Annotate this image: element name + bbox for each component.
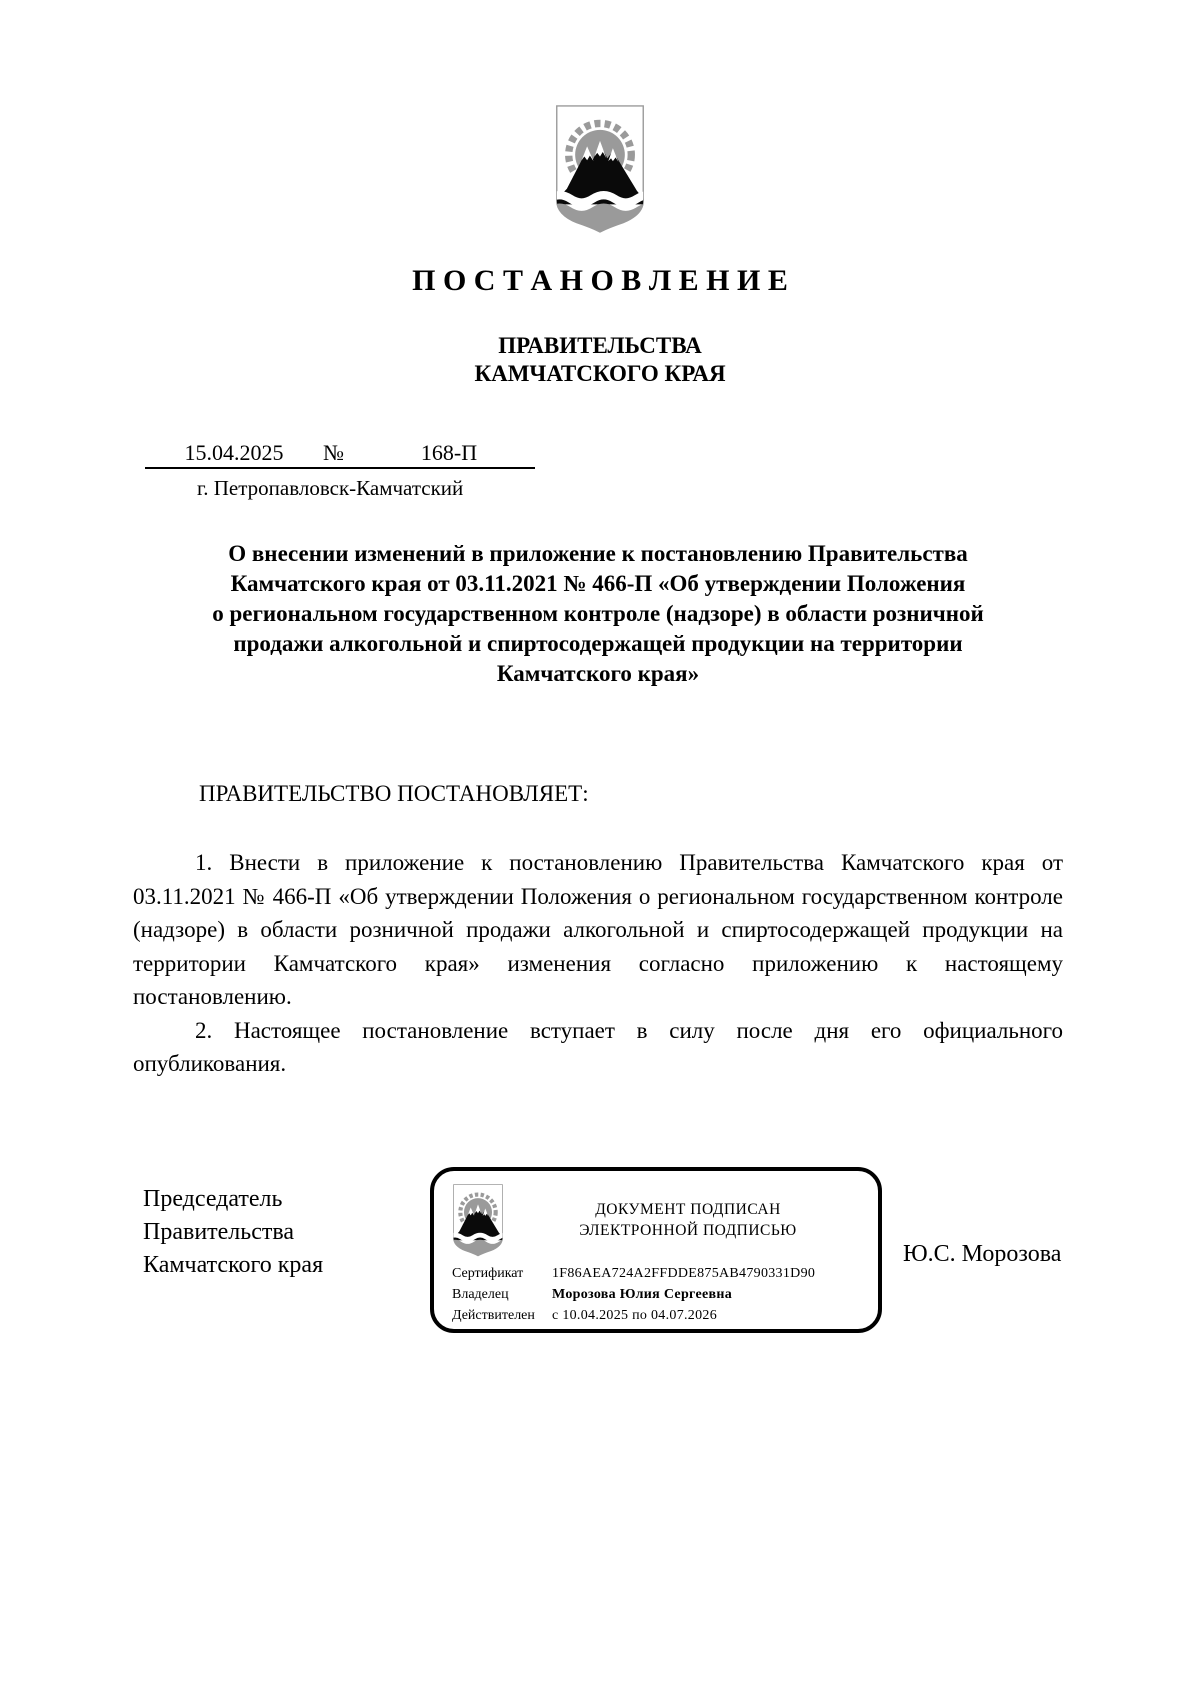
signer-position-line: Правительства bbox=[143, 1219, 295, 1245]
stamp-header bbox=[452, 1183, 860, 1257]
authority-line-1: ПРАВИТЕЛЬСТВА bbox=[498, 333, 702, 358]
date-number-line bbox=[145, 440, 535, 469]
issue-city: г. Петропавловск-Камчатский bbox=[197, 476, 464, 500]
body-paragraph-1: 1. Внести в приложение к постановлению Правительства Камчатского края от 03.11.2021 № 466-П «Об утверждении Положения о региональном государственном контроле (надзоре) в области розничной продажи алкогольной и спиртосодержащей продукции на территории Камчатского края» изменения согласно приложению к настоящему постановлению. bbox=[133, 850, 1063, 1009]
document-subject bbox=[133, 539, 1063, 689]
stamp-details bbox=[452, 1266, 860, 1324]
certificate-label: Сертификат bbox=[452, 1266, 524, 1281]
owner-label: Владелец bbox=[452, 1287, 509, 1302]
certificate-row bbox=[452, 1266, 860, 1282]
document-date: 15.04.2025 bbox=[184, 440, 284, 465]
validity-value: с 10.04.2025 по 04.07.2026 bbox=[552, 1308, 718, 1323]
subject-line: Камчатского края от 03.11.2021 № 466-П «Об утверждении Положения bbox=[230, 571, 966, 596]
kamchatka-coat-of-arms-icon bbox=[554, 103, 646, 234]
document-type-title: П О С Т А Н О В Л Е Н И Е bbox=[412, 264, 788, 297]
resolves-heading: ПРАВИТЕЛЬСТВО ПОСТАНОВЛЯЕТ: bbox=[199, 781, 589, 806]
stamp-title bbox=[516, 1199, 860, 1241]
authority-line-2: КАМЧАТСКОГО КРАЯ bbox=[474, 361, 726, 386]
kamchatka-coat-of-arms-icon bbox=[452, 1183, 504, 1257]
stamp-title-line: ДОКУМЕНТ ПОДПИСАН bbox=[595, 1201, 781, 1218]
issuing-authority bbox=[0, 332, 1200, 388]
signer-position-line: Председатель bbox=[143, 1186, 283, 1212]
signer-name: Ю.С. Морозова bbox=[903, 1241, 1062, 1267]
subject-line: о региональном государственном контроле (надзоре) в области розничной bbox=[212, 601, 984, 626]
stamp-title-line: ЭЛЕКТРОННОЙ ПОДПИСЬЮ bbox=[579, 1222, 797, 1239]
signer-position bbox=[143, 1183, 323, 1282]
validity-row bbox=[452, 1308, 860, 1324]
subject-line: продажи алкогольной и спиртосодержащей продукции на территории bbox=[233, 631, 963, 656]
electronic-signature-stamp bbox=[430, 1167, 882, 1333]
number-sign: № bbox=[323, 440, 344, 465]
signer-position-line: Камчатского края bbox=[143, 1252, 324, 1278]
subject-line: О внесении изменений в приложение к постановлению Правительства bbox=[228, 541, 968, 566]
validity-label: Действителен bbox=[452, 1308, 535, 1323]
document-number: 168-П bbox=[420, 440, 478, 465]
subject-line: Камчатского края» bbox=[496, 661, 700, 686]
certificate-value: 1F86AEA724A2FFDDE875AB4790331D90 bbox=[552, 1266, 816, 1281]
body-paragraph-2: 2. Настоящее постановление вступает в силу после дня его официального опубликования. bbox=[133, 1017, 1063, 1076]
owner-row bbox=[452, 1287, 860, 1303]
owner-value: Морозова Юлия Сергеевна bbox=[552, 1287, 733, 1302]
